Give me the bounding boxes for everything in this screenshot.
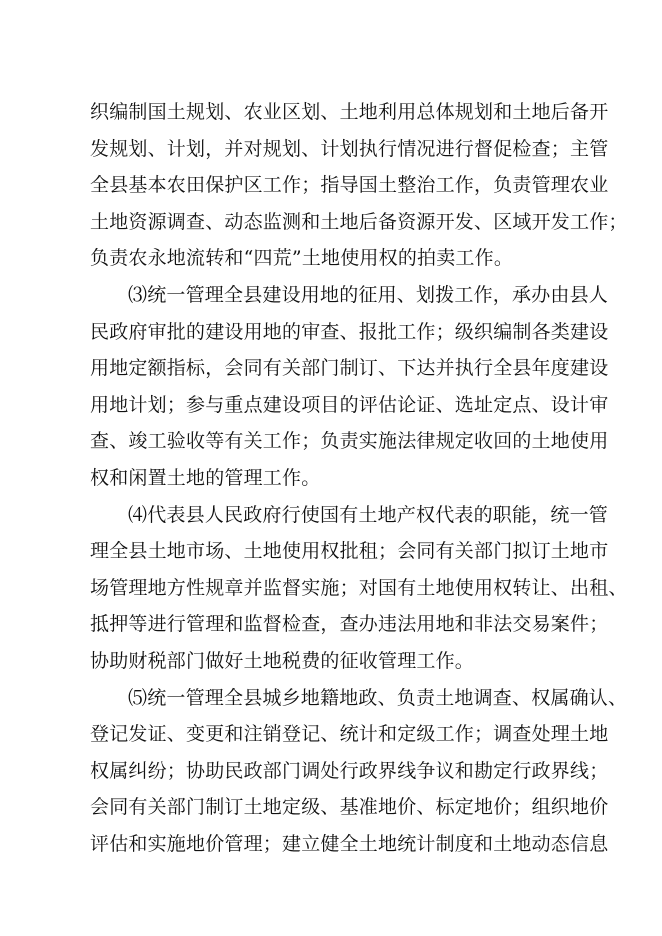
paragraph-3-line-5: 协助财税部门做好土地税费的征收管理工作。 bbox=[90, 649, 475, 672]
paragraph-3-line-3: 场管理地方性规章并监督实施；对国有土地使用权转让、出租、 bbox=[90, 576, 628, 599]
paragraph-4-line-1: ⑸统一管理全县城乡地籍地政、负责土地调查、权属确认、 bbox=[128, 686, 628, 709]
paragraph-2-line-3: 用地定额指标，会同有关部门制订、下达并执行全县年度建设 bbox=[90, 357, 609, 380]
paragraph-2-line-6: 权和闲置土地的管理工作。 bbox=[90, 466, 321, 489]
paragraph-3-line-2: 理全县土地市场、土地使用权批租；会同有关部门拟订土地市 bbox=[90, 540, 609, 563]
paragraph-3-line-1: ⑷代表县人民政府行使国有土地产权代表的职能，统一管 bbox=[128, 503, 609, 526]
paragraph-2-line-4: 用地计划；参与重点建设项目的评估论证、选址定点、设计审 bbox=[90, 393, 609, 416]
paragraph-1-line-2: 发规划、计划，并对规划、计划执行情况进行督促检查；主管 bbox=[90, 137, 609, 160]
paragraph-2-line-1: ⑶统一管理全县建设用地的征用、划拨工作，承办由县人 bbox=[128, 283, 609, 306]
paragraph-2-line-5: 查、竣工验收等有关工作；负责实施法律规定收回的土地使用 bbox=[90, 430, 609, 453]
paragraph-1-line-5: 负责农永地流转和“四荒”土地使用权的拍卖工作。 bbox=[90, 247, 514, 270]
paragraph-1-line-3: 全县基本农田保护区工作；指导国土整治工作，负责管理农业 bbox=[90, 174, 609, 197]
paragraph-1-line-1: 织编制国土规划、农业区划、土地利用总体规划和土地后备开 bbox=[90, 101, 609, 123]
paragraph-4-line-3: 权属纠纷；协助民政部门调处行政界线争议和勘定行政界线； bbox=[90, 759, 609, 782]
paragraph-4-line-2: 登记发证、变更和注销登记、统计和定级工作；调查处理土地 bbox=[90, 723, 609, 746]
paragraph-1-line-4: 土地资源调查、动态监测和土地后备资源开发、区域开发工作； bbox=[90, 210, 628, 233]
paragraph-2-line-2: 民政府审批的建设用地的审查、报批工作；级织编制各类建设 bbox=[90, 320, 609, 343]
document-body bbox=[90, 94, 628, 862]
paragraph-4-line-5: 评估和实施地价管理；建立健全土地统计制度和土地动态信息 bbox=[90, 832, 609, 855]
paragraph-4-line-4: 会同有关部门制订土地定级、基准地价、标定地价；组织地价 bbox=[90, 796, 609, 819]
paragraph-3-line-4: 抵押等进行管理和监督检查，查办违法用地和非法交易案件； bbox=[90, 613, 609, 636]
